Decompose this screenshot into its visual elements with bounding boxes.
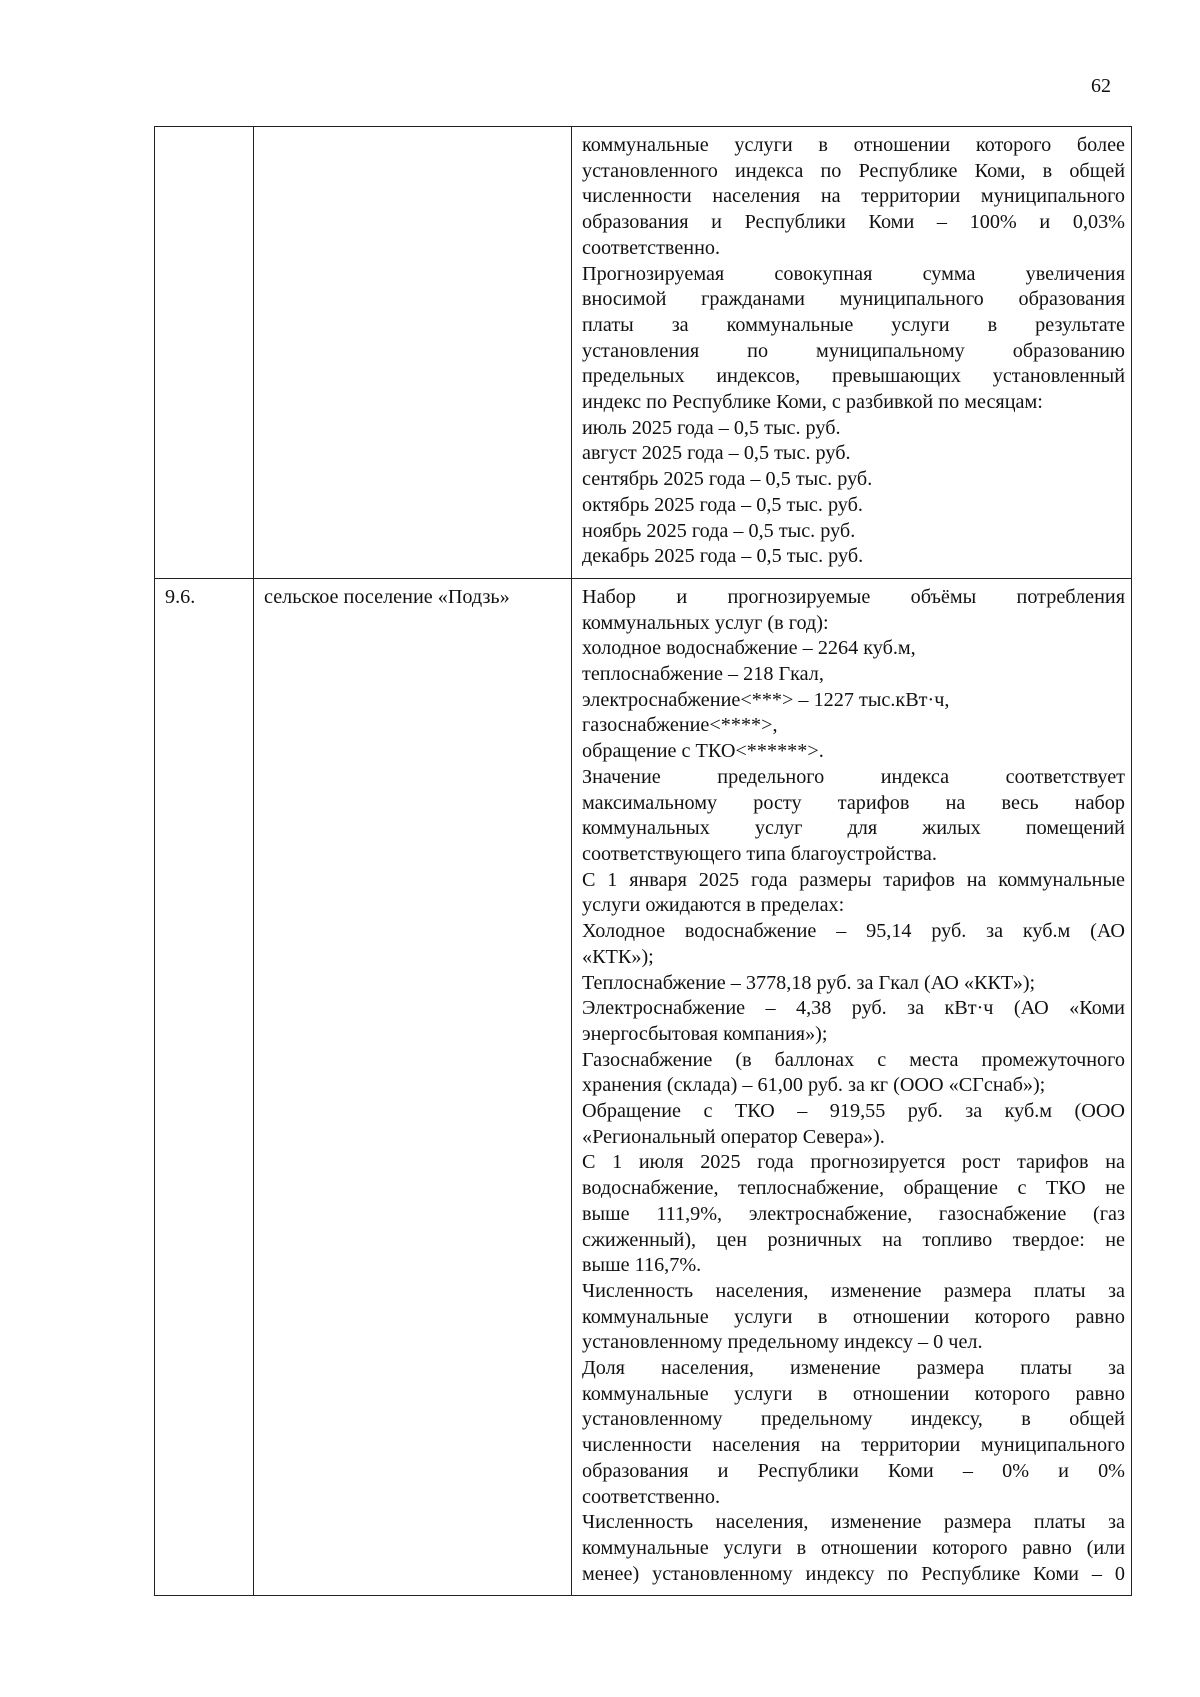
description-cell <box>572 127 1132 579</box>
description-line: установленному предельному индексу, в общей <box>582 1408 1125 1431</box>
description-line: Прогнозируемая совокупная сумма увеличения <box>582 262 1125 285</box>
page-number: 62 <box>1091 75 1111 97</box>
table-row <box>155 578 1132 1595</box>
table-row <box>155 127 1132 579</box>
description-line: установления по муниципальному образованию <box>582 339 1125 362</box>
description-line: водоснабжение, теплоснабжение, обращение с ТКО не <box>582 1177 1125 1200</box>
description-line: Значение предельного индекса соответствует <box>582 765 1125 788</box>
description-line: платы за коммунальные услуги в результате <box>582 313 1125 336</box>
description-line: услуги ожидаются в пределах: <box>582 894 845 917</box>
description-line: коммунальные услуги в отношении которого более <box>582 134 1125 156</box>
description-line: Численность населения, изменение размера платы за <box>582 1279 1125 1302</box>
municipality-cell <box>254 127 572 579</box>
tariff-table <box>154 126 1132 1596</box>
description-line: декабрь 2025 года – 0,5 тыс. руб. <box>582 545 864 568</box>
description-line: Обращение с ТКО – 919,55 руб. за куб.м (ООО <box>582 1100 1125 1123</box>
description-line: индекс по Республике Коми, с разбивкой по месяцам: <box>582 391 1043 414</box>
description-line: Численность населения, изменение размера платы за <box>582 1511 1125 1534</box>
description-line: численности населения на территории муниципального <box>582 1434 1125 1457</box>
description-cell <box>572 578 1132 1595</box>
description-line: менее) установленному индексу по Республике Коми – 0 <box>582 1562 1125 1585</box>
description-line: Электроснабжение – 4,38 руб. за кВт·ч (АО «Коми <box>582 997 1125 1020</box>
description-line: газоснабжение<****>, <box>582 714 778 737</box>
description-line: соответствующего типа благоустройства. <box>582 842 937 865</box>
description-line: предельных индексов, превышающих установленный <box>582 365 1125 388</box>
description-line: Набор и прогнозируемые объёмы потребления <box>582 585 1125 608</box>
description-line: энергосбытовая компания»); <box>582 1022 828 1045</box>
description-line: установленного индекса по Республике Коми, в общей <box>582 159 1125 182</box>
description-line: октябрь 2025 года – 0,5 тыс. руб. <box>582 493 863 516</box>
description-line: С 1 января 2025 года размеры тарифов на коммунальные <box>582 868 1125 891</box>
description-line: коммунальных услуг для жилых помещений <box>582 817 1125 840</box>
description-line: «КТК»); <box>582 945 654 968</box>
table-body <box>155 127 1132 1596</box>
row-number-cell: 9.6. <box>155 578 254 1595</box>
description-line: соответственно. <box>582 1485 721 1508</box>
description-line: выше 116,7%. <box>582 1254 702 1277</box>
description-line: вносимой гражданами муниципального образования <box>582 288 1125 311</box>
description-line: соответственно. <box>582 236 721 259</box>
description-lines <box>582 133 1125 570</box>
description-line: Холодное водоснабжение – 95,14 руб. за куб.м (АО <box>582 920 1125 943</box>
description-line: хранения (склада) – 61,00 руб. за кг (ООО «СГснаб»); <box>582 1074 1046 1097</box>
description-line: теплоснабжение – 218 Гкал, <box>582 663 824 686</box>
description-line: «Региональный оператор Севера»). <box>582 1125 885 1148</box>
description-line: ноябрь 2025 года – 0,5 тыс. руб. <box>582 519 856 542</box>
description-line: сжиженный), цен розничных на топливо твердое: не <box>582 1228 1125 1251</box>
description-lines <box>582 585 1125 1587</box>
description-line: коммунальных услуг (в год): <box>582 611 829 634</box>
description-line: коммунальные услуги в отношении которого равно (или <box>582 1536 1125 1559</box>
description-line: образования и Республики Коми – 100% и 0,03% <box>582 211 1125 234</box>
row-number-cell <box>155 127 254 579</box>
description-line: июль 2025 года – 0,5 тыс. руб. <box>582 416 841 439</box>
description-line: электроснабжение<***> – 1227 тыс.кВт·ч, <box>582 688 950 711</box>
description-line: коммунальные услуги в отношении которого равно <box>582 1382 1125 1405</box>
description-line: Теплоснабжение – 3778,18 руб. за Гкал (АО «ККТ»); <box>582 971 1036 994</box>
description-line: выше 111,9%, электроснабжение, газоснабжение (газ <box>582 1202 1125 1225</box>
description-line: холодное водоснабжение – 2264 куб.м, <box>582 637 916 660</box>
municipality-cell: сельское поселение «Подзь» <box>254 578 572 1595</box>
description-line: август 2025 года – 0,5 тыс. руб. <box>582 442 851 465</box>
description-line: сентябрь 2025 года – 0,5 тыс. руб. <box>582 468 873 491</box>
description-line: образования и Республики Коми – 0% и 0% <box>582 1459 1125 1482</box>
description-line: коммунальные услуги в отношении которого равно <box>582 1305 1125 1328</box>
description-line: численности населения на территории муниципального <box>582 185 1125 208</box>
description-line: установленному предельному индексу – 0 чел. <box>582 1331 983 1354</box>
description-line: Доля населения, изменение размера платы за <box>582 1357 1125 1380</box>
description-line: обращение с ТКО<******>. <box>582 740 824 763</box>
description-line: Газоснабжение (в баллонах с места промежуточного <box>582 1048 1125 1071</box>
description-line: С 1 июля 2025 года прогнозируется рост тарифов на <box>582 1151 1125 1174</box>
description-line: максимальному росту тарифов на весь набор <box>582 791 1125 814</box>
